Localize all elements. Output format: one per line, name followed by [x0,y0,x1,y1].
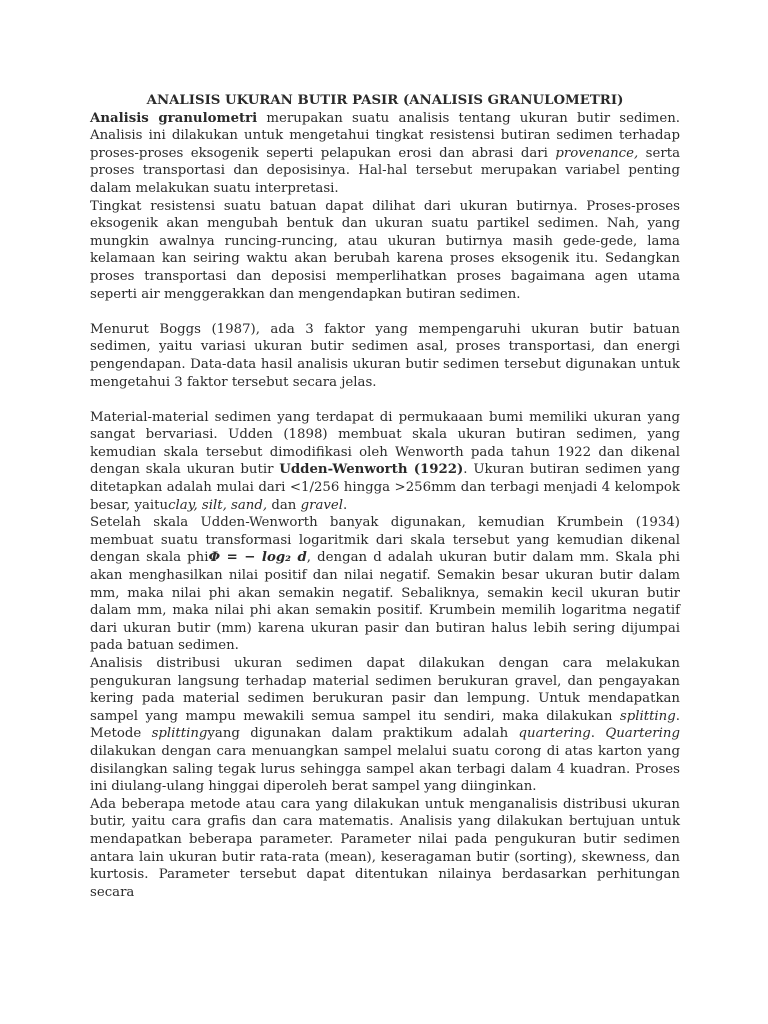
paragraph-text: serta proses transportasi dan deposisinya. Hal-hal tersebut merupakan variabel penting dalam melakukan suatu interpretasi. [90,145,681,196]
term-gravel: gravel [300,497,344,513]
term-udden-wenworth: Udden-Wenworth (1922) [279,462,464,478]
paragraph-krumbein [90,514,680,655]
document-page [90,92,680,901]
spacer [90,303,680,321]
term-quartering: Quartering [605,726,680,742]
term-quartering: quartering [518,726,591,742]
term-splitting: splitting [619,708,676,724]
term-splitting: splitting [151,726,208,742]
paragraph-text: dan [267,497,301,513]
paragraph-text: . Metode [90,708,680,742]
paragraph-text: . Ukuran butiran sedimen yang ditetapkan adalah mulai dari <1/256 hingga >256mm dan terbagi menjadi 4 kelompok besar, yaitu [90,462,680,513]
document-title: ANALISIS UKURAN BUTIR PASIR (ANALISIS GRANULOMETRI) [146,93,624,108]
paragraph-text: dilakukan dengan cara menuangkan sampel melalui suatu corong di atas karton yang disilangkan saling tegak lurus sehingga sampel akan terbagi dalam 4 kuadran. Proses ini diulang-ulang hinggai diperoleh berat sampel yang diinginkan. [90,743,680,795]
paragraph-text: Analisis distribusi ukuran sedimen dapat dilakukan dengan cara melakukan pengukuran langsung terhadap material sedimen berukuran gravel, dan pengayakan kering pada material sedimen berukuran pasir dan lempung. Untuk mendapatkan sampel yang mampu mewakili semua sampel itu sendiri, maka dilakukan [90,656,680,724]
paragraph-metode: Ada beberapa metode atau cara yang dilakukan untuk menganalisis distribusi ukuran butir, yaitu cara grafis dan cara matematis. Analisis yang dilakukan bertujuan untuk mendapatkan beberapa parameter. Parameter nilai pada pengukuran butir sedimen antara lain ukuran butir rata-rata (mean), keseragaman butir (sorting), skewness, dan kurtosis. Parameter tersebut dapat ditentukan nilainya berdasarkan perhitungan secara [90,796,680,900]
spacer [90,391,680,409]
paragraph-text: yang digunakan dalam praktikum adalah [207,726,519,742]
paragraph-boggs: Menurut Boggs (1987), ada 3 faktor yang mempengaruhi ukuran butir batuan sedimen, yaitu variasi ukuran butir sedimen asal, proses transportasi, dan energi pengendapan. Data-data hasil analisis ukuran butir sedimen tersebut digunakan untuk mengetahui 3 faktor tersebut secara jelas. [90,321,680,390]
paragraph-udden [90,409,680,515]
paragraph-distribusi [90,655,680,796]
paragraph-text: Setelah skala Udden-Wenworth banyak digunakan, kemudian Krumbein (1934) membuat suatu transformasi logaritmik dari skala tersebut yang kemudian dikenal dengan skala phi [90,515,680,566]
paragraph-text: . [590,726,606,742]
paragraph-resistensi: Tingkat resistensi suatu batuan dapat dilihat dari ukuran butirnya. Proses-proses eksogenik akan mengubah bentuk dan ukuran suatu partikel sedimen. Nah, yang mungkin awalnya runcing-runcing, atau ukuran butirnya masih gede-gede, lama kelamaan kan seiring waktu akan berubah karena proses eksogenik itu. Sedangkan proses transportasi dan deposisi memperlihatkan proses bagaimana agen utama seperti air menggerakkan dan mengendapkan butiran sedimen. [90,198,680,302]
phi-formula: Φ = − log₂ d [208,550,307,566]
term-analisis-granulometri: Analisis granulometri [90,110,258,126]
paragraph-text: merupakan suatu analisis tentang ukuran butir sedimen. Analisis ini dilakukan untuk mengetahui tingkat resistensi butiran sedimen terhadap proses-proses eksogenik seperti pelapukan erosi dan abrasi dari [90,110,680,161]
term-clay-silt-sand: clay, silt, sand, [168,497,268,513]
paragraph-text: , dengan d adalah ukuran butir dalam mm. Skala phi akan menghasilkan nilai positif dan nilai negatif. Semakin besar ukuran butir dalam mm, maka nilai phi akan semakin negatif. Sebaliknya, semakin kecil ukuran butir dalam mm, maka nilai phi akan semakin positif. Krumbein memilih logaritma negatif dari ukuran butir (mm) karena ukuran pasir dan butiran halus lebih sering dijumpai pada batuan sedimen. [90,550,680,654]
paragraph-intro [90,110,680,198]
term-provenance: provenance, [555,145,639,161]
paragraph-text: Material-material sedimen yang terdapat di permukaaan bumi memiliki ukuran yang sangat bervariasi. Udden (1898) membuat skala ukuran butiran sedimen, yang kemudian skala tersebut dimodifikasi oleh Wenworth pada tahun 1922 dan dikenal dengan skala ukuran butir [90,409,680,478]
paragraph-text: . [343,497,348,513]
